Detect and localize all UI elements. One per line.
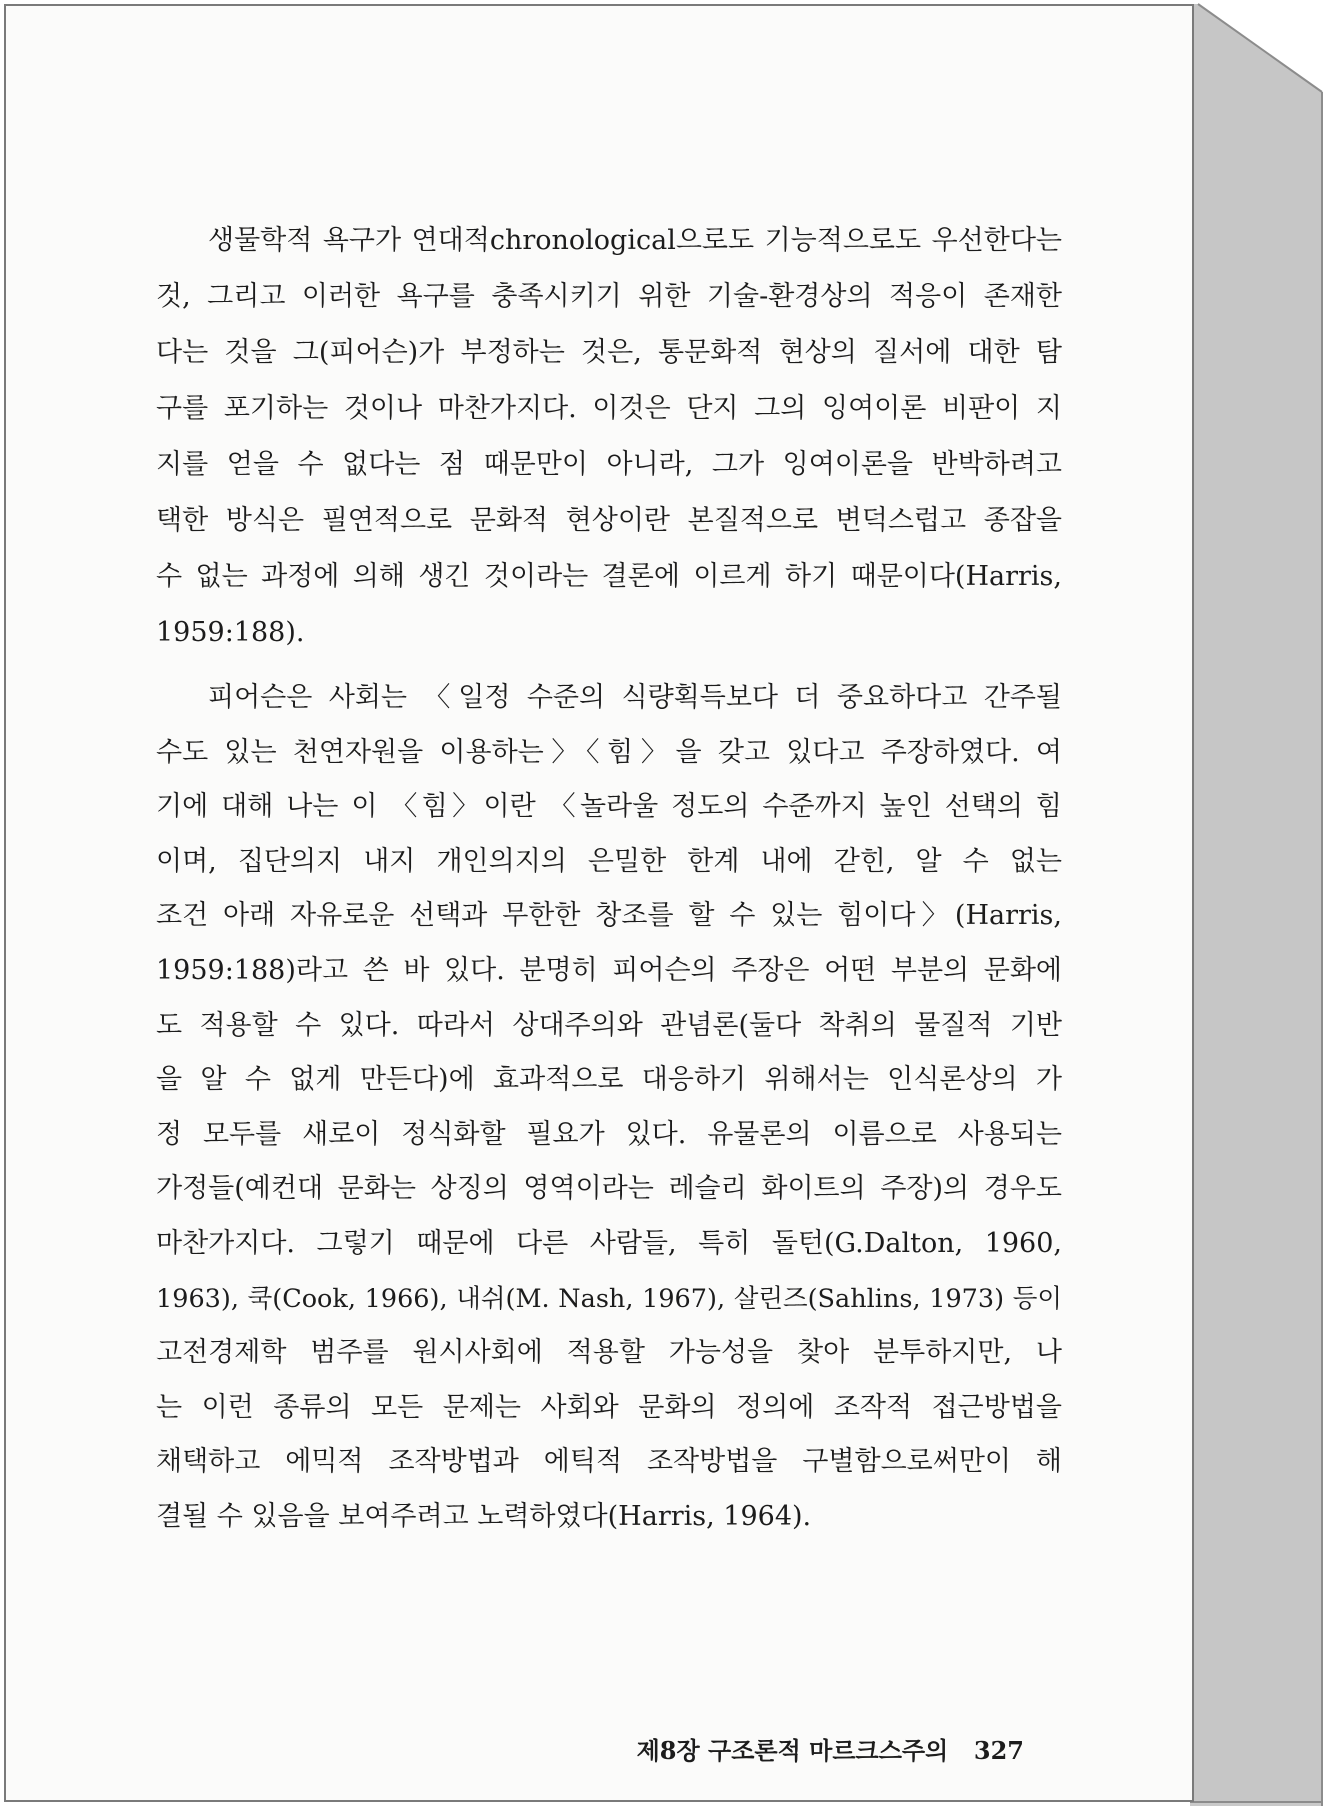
text-line: 결될 수 있음을 보여주려고 노력하였다(Harris, 1964). [156,1500,812,1532]
text-line: 정 모두를 새로이 정식화할 필요가 있다. 유물론의 이름으로 사용되는 [156,1118,1062,1150]
running-head: 제8장 구조론적 마르크스주의 [636,1736,949,1765]
text-line: 수 없는 과정에 의해 생긴 것이라는 결론에 이르게 하기 때문이다(Harris, [156,561,1062,592]
text-line: 는 이런 종류의 모든 문제는 사회와 문화의 정의에 조작적 접근방법을 [156,1391,1062,1423]
page-number: 327 [973,1736,1024,1765]
text-line: 1959:188). [156,617,305,648]
text-line: 마찬가지다. 그렇기 때문에 다른 사람들, 특히 돌턴(G.Dalton, 1960, [156,1227,1062,1259]
text-line: 을 알 수 없게 만든다)에 효과적으로 대응하기 위해서는 인식론상의 가 [156,1064,1062,1096]
paragraph-1 [156,213,1062,661]
text-line: 수도 있는 천연자원을 이용하는〉〈힘〉을 갖고 있다고 주장하였다. 여 [156,736,1062,768]
text-line: 기에 대해 나는 이 〈힘〉이란 〈놀라울 정도의 수준까지 높인 선택의 힘 [156,791,1062,823]
text-line: 조건 아래 자유로운 선택과 무한한 창조를 할 수 있는 힘이다〉(Harris, [156,900,1062,932]
text-line: 피어슨은 사회는 〈일정 수준의 식량획득보다 더 중요하다고 간주될 [208,682,1062,713]
text-line: 채택하고 에믹적 조작방법과 에틱적 조작방법을 구별함으로써만이 해 [156,1446,1062,1478]
text-line: 이며, 집단의지 내지 개인의지의 은밀한 한계 내에 갇힌, 알 수 없는 [156,845,1062,877]
text-line: 1959:188)라고 쓴 바 있다. 분명히 피어슨의 주장은 어떤 부분의 문화에 [156,954,1062,986]
text-line: 생물학적 욕구가 연대적chronological으로도 기능적으로도 우선한다는 [208,225,1062,256]
text-line: 도 적용할 수 있다. 따라서 상대주의와 관념론(둘다 착취의 물질적 기반 [156,1009,1062,1041]
text-line: 택한 방식은 필연적으로 문화적 현상이란 본질적으로 변덕스럽고 종잡을 [156,505,1062,536]
text-line: 1963), 쿡(Cook, 1966), 내쉬(M. Nash, 1967), 살린즈(Sahlins, 1973) 등이 [156,1283,1062,1314]
text-line: 것, 그리고 이러한 욕구를 충족시키기 위한 기술-환경상의 적응이 존재한 [156,281,1062,312]
book-page-edge [1190,0,1323,1806]
paragraph-2 [156,671,1062,1545]
text-line: 지를 얻을 수 없다는 점 때문만이 아니라, 그가 잉여이론을 반박하려고 [156,449,1062,480]
page-footer [637,1731,1024,1766]
book-page [4,4,1194,1802]
text-line: 다는 것을 그(피어슨)가 부정하는 것은, 통문화적 현상의 질서에 대한 탐 [156,337,1062,368]
text-line: 고전경제학 범주를 원시사회에 적용할 가능성을 찾아 분투하지만, 나 [156,1337,1062,1369]
text-line: 구를 포기하는 것이나 마찬가지다. 이것은 단지 그의 잉여이론 비판이 지 [156,393,1062,424]
text-line: 가정들(예컨대 문화는 상징의 영역이라는 레슬리 화이트의 주장)의 경우도 [156,1173,1062,1205]
